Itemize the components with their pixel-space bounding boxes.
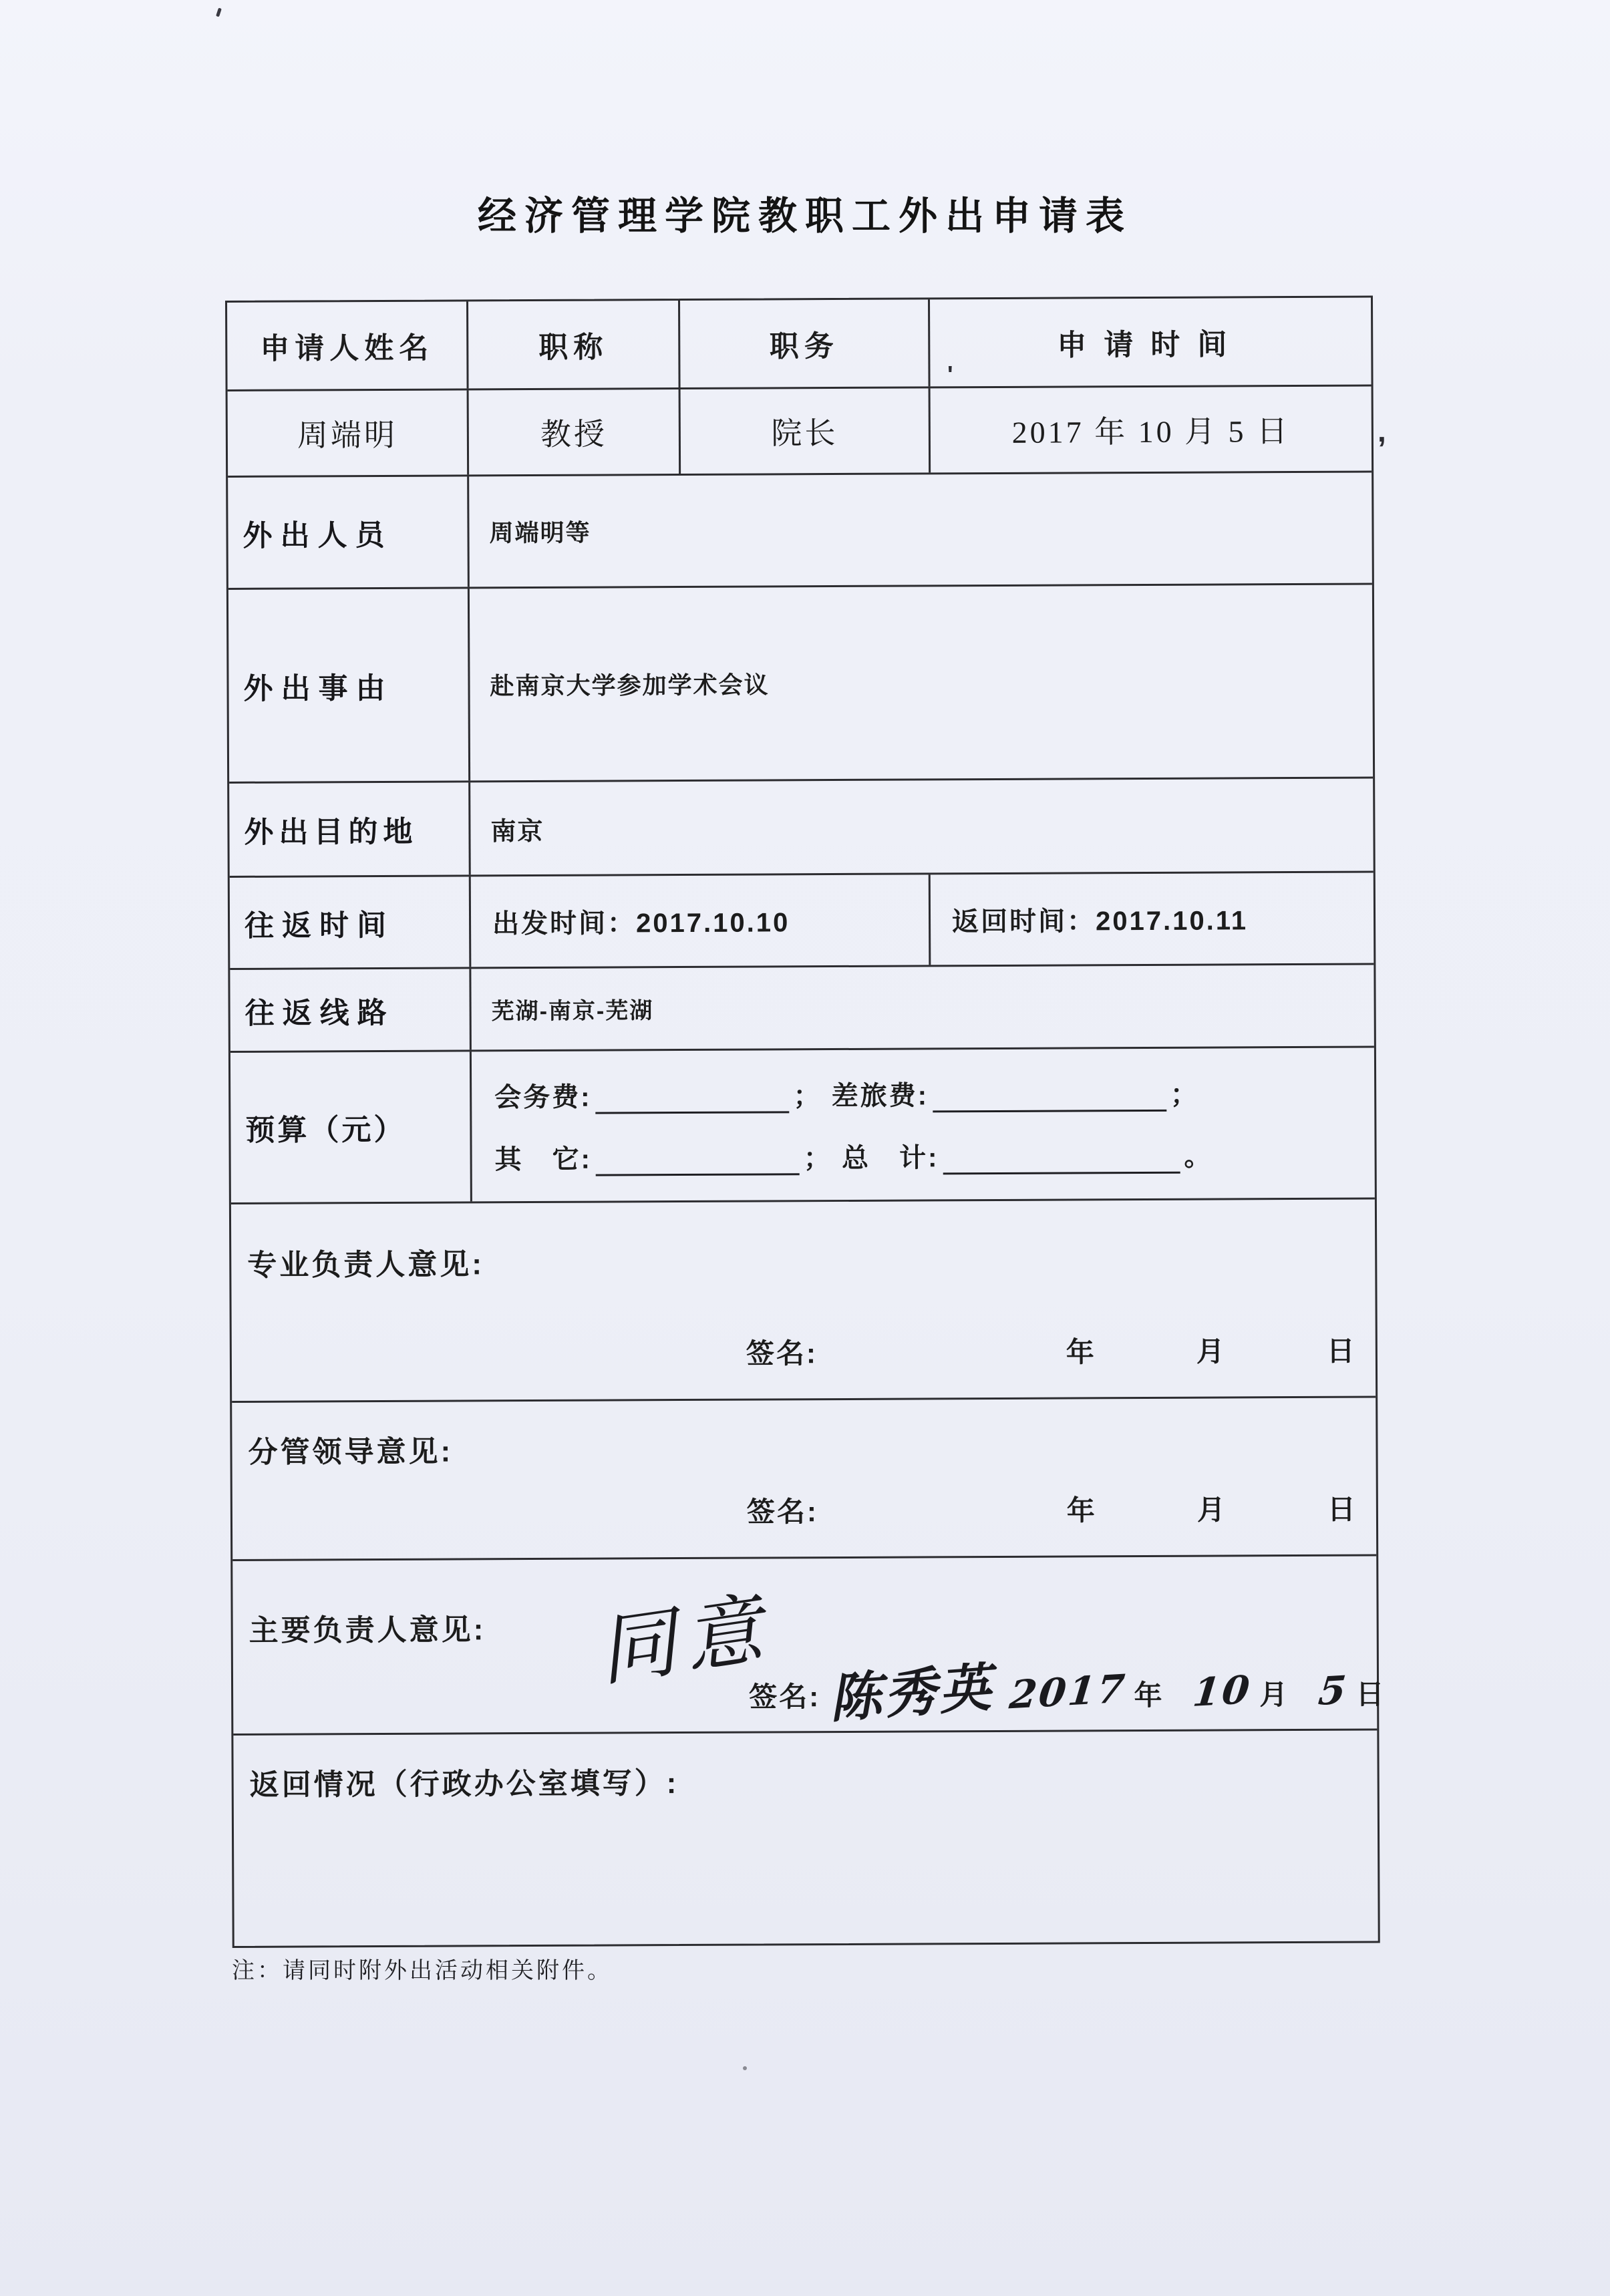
header-apply-time: 申请时间 (1057, 328, 1245, 362)
scan-mark-apostrophe: ' (947, 361, 953, 388)
trip-time-row (230, 873, 1374, 970)
route-row (230, 965, 1374, 1053)
handwritten-year: 2017 (1007, 1665, 1129, 1718)
personnel-label: 外出人员 (228, 476, 470, 588)
reason-value: 赴南京大学参加学术会议 (490, 671, 770, 700)
scan-mark-comma: , (1378, 414, 1386, 448)
separator: ； (1170, 1080, 1200, 1110)
handwritten-signature: 陈秀英 (827, 1657, 996, 1730)
day-label: 日 (1355, 1678, 1386, 1710)
route-label: 往返线路 (230, 969, 472, 1051)
handwritten-day: 5 (1316, 1667, 1351, 1714)
budget-label: 预算（元） (230, 1051, 472, 1202)
form-title: 经济管理学院教职工外出申请表 (477, 194, 1132, 238)
footer-note: 注：请同时附外出活动相关附件。 (232, 1958, 613, 1983)
budget-line-2 (494, 1136, 1213, 1177)
separator: ； (793, 1081, 822, 1111)
budget-content (472, 1048, 1375, 1202)
destination-value: 南京 (490, 817, 544, 846)
trip-time-label: 往返时间 (230, 876, 472, 968)
other-fee-label: 其 它: (494, 1144, 593, 1175)
application-form (225, 296, 1386, 1948)
professional-opinion-row (231, 1200, 1376, 1403)
personnel-value: 周端明等 (489, 518, 591, 547)
leader-sign-line (747, 1488, 1357, 1530)
handwritten-month: 10 (1190, 1667, 1255, 1715)
return-status-label: 返回情况（行政办公室填写）: (249, 1767, 679, 1802)
year-label: 年 (1066, 1494, 1097, 1526)
professional-opinion-label: 专业负责人意见: (247, 1248, 485, 1282)
sign-label: 签名: (749, 1681, 821, 1713)
separator: 。 (1184, 1142, 1213, 1172)
apply-time-value: 2017 年 10 月 5 日 (1011, 414, 1291, 450)
day-label: 日 (1326, 1335, 1357, 1367)
other-fee-blank (596, 1151, 800, 1176)
personnel-row (228, 473, 1372, 590)
chief-opinion-row (232, 1556, 1386, 1735)
applicant-name-value: 周端明 (228, 390, 470, 476)
year-label: 年 (1066, 1336, 1096, 1368)
month-label: 月 (1196, 1494, 1227, 1526)
travel-fee-blank (933, 1087, 1166, 1113)
month-label: 月 (1196, 1335, 1227, 1367)
chief-opinion-label: 主要负责人意见: (249, 1613, 486, 1647)
sign-label: 签名: (746, 1337, 818, 1369)
budget-row (230, 1048, 1375, 1204)
scan-speck (743, 2066, 747, 2070)
day-label: 日 (1327, 1493, 1358, 1525)
destination-label: 外出目的地 (229, 782, 471, 876)
leader-opinion-row (232, 1398, 1376, 1561)
return-time-value: 返回时间：2017.10.11 (951, 906, 1249, 937)
destination-row (229, 779, 1374, 878)
month-label: 月 (1259, 1679, 1290, 1711)
chief-sign-line (749, 1644, 1386, 1730)
title-value: 教授 (469, 389, 681, 474)
header-duty: 职务 (680, 299, 931, 387)
travel-fee-label: 差旅费: (831, 1081, 929, 1111)
year-label: 年 (1134, 1679, 1164, 1711)
handwritten-approval: 同意 (592, 1583, 778, 1697)
leader-opinion-label: 分管领导意见: (248, 1435, 454, 1469)
conference-fee-label: 会务费: (494, 1082, 592, 1112)
professional-sign-line (746, 1329, 1357, 1372)
conference-fee-blank (595, 1088, 789, 1114)
duty-value: 院长 (681, 388, 931, 474)
total-fee-blank (943, 1149, 1180, 1175)
return-status-row (233, 1730, 1378, 1945)
budget-line-1 (494, 1073, 1199, 1114)
separator: ； (803, 1144, 833, 1174)
application-form-table (225, 296, 1386, 1948)
header-title: 职称 (468, 301, 681, 388)
departure-time-value: 出发时间：2017.10.10 (471, 874, 931, 967)
header-applicant-name: 申请人姓名 (227, 301, 469, 389)
scan-speck (216, 8, 222, 17)
route-value: 芜湖-南京-芜湖 (491, 998, 654, 1025)
value-row (228, 387, 1372, 478)
header-row (227, 298, 1372, 391)
sign-label: 签名: (746, 1496, 819, 1528)
total-fee-label: 总 计: (841, 1143, 939, 1174)
reason-label: 外出事由 (228, 589, 470, 782)
reason-row (228, 585, 1373, 784)
